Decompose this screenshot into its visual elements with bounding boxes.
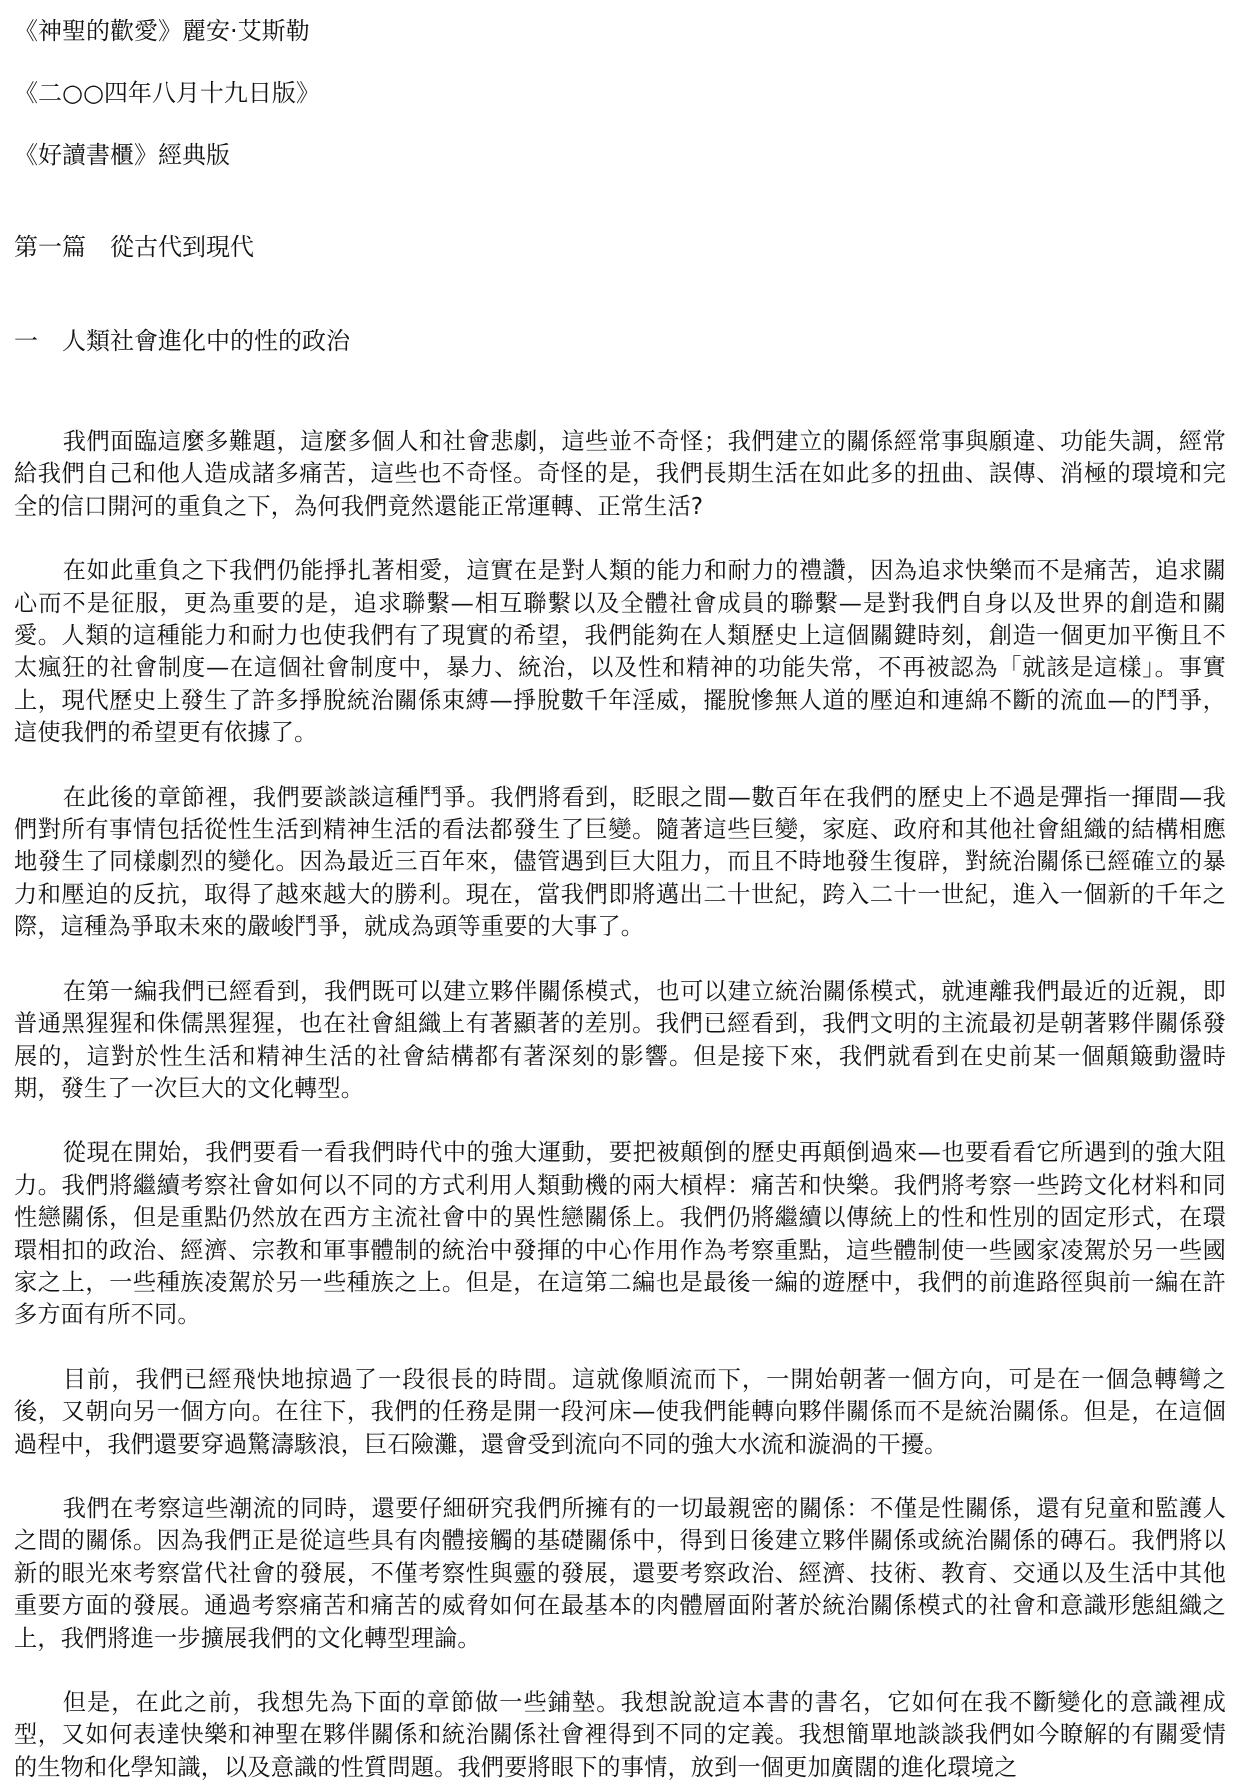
edition-name-line: 《好讀書櫃》經典版 [14,141,230,169]
paragraph-1: 我們面臨這麼多難題，這麼多個人和社會悲劇，這些並不奇怪；我們建立的關係經常事與願違、功能失調，經常給我們自己和他人造成諸多痛苦，這些也不奇怪。奇怪的是，我們長期生活在如此多的扭曲、誤傳、消極的環境和完全的信口開河的重負之下，為何我們竟然還能正常運轉、正常生活? [14,428,1226,520]
paragraph-3: 在此後的章節裡，我們要談談這種鬥爭。我們將看到，眨眼之間—數百年在我們的歷史上不過是彈指一揮間—我們對所有事情包括從性生活到精神生活的看法都發生了巨變。隨著這些巨變，家庭、政府和其他社會組織的結構相應地發生了同樣劇烈的變化。因為最近三百年來，儘管遇到巨大阻力，而且不時地發生復辟，對統治關係已經確立的暴力和壓迫的反抗，取得了越來越大的勝利。現在，當我們即將邁出二十世紀，跨入二十一世紀，進入一個新的千年之際，這種為爭取未來的嚴峻鬥爭，就成為頭等重要的大事了。 [14,783,1226,941]
body-text [14,426,1226,1784]
paragraph-6: 目前，我們已經飛快地掠過了一段很長的時間。這就像順流而下，一開始朝著一個方向，可是在一個急轉彎之後，又朝向另一個方向。在往下，我們的任務是開一段河床—使我們能轉向夥伴關係而不是統治關係。但是，在這個過程中，我們還要穿過驚濤駭浪，巨石險灘，還會受到流向不同的強大水流和漩渦的干擾。 [14,1365,1226,1458]
paragraph-5: 從現在開始，我們要看一看我們時代中的強大運動，要把被顛倒的歷史再顛倒過來—也要看看它所遇到的強大阻力。我們將繼續考察社會如何以不同的方式利用人類動機的兩大槓桿：痛苦和快樂。我們將考察一些跨文化材料和同性戀關係，但是重點仍然放在西方主流社會中的異性戀關係上。我們仍將繼續以傳統上的性和性別的固定形式，在環環相扣的政治、經濟、宗教和軍事體制的統治中發揮的中心作用作為考察重點，這些體制使一些國家凌駕於另一些國家之上，一些種族凌駕於另一些種族之上。但是，在這第二編也是最後一編的遊歷中，我們的前進路徑與前一編在許多方面有所不同。 [14,1139,1226,1329]
edition-date-line: 《二○○四年八月十九日版》 [14,79,320,107]
paragraph-2: 在如此重負之下我們仍能掙扎著相愛，這實在是對人類的能力和耐力的禮讚，因為追求快樂而不是痛苦，追求關心而不是征服，更為重要的是，追求聯繫—相互聯繫以及全體社會成員的聯繫—是對我們自身以及世界的創造和關愛。人類的這種能力和耐力也使我們有了現實的希望，我們能夠在人類歷史上這個關鍵時刻，創造一個更加平衡且不太瘋狂的社會制度—在這個社會制度中，暴力、統治，以及性和精神的功能失常，不再被認為「就該是這樣」。事實上，現代歷史上發生了許多掙脫統治關係束縛—掙脫數千年淫威，擺脫慘無人道的壓迫和連綿不斷的流血—的鬥爭，這使我們的希望更有依據了。 [14,557,1226,747]
chapter-title: 一 人類社會進化中的性的政治 [14,327,350,355]
part-title: 第一篇 從古代到現代 [14,233,254,261]
book-title-line: 《神聖的歡愛》麗安·艾斯勒 [14,17,310,45]
paragraph-4: 在第一編我們已經看到，我們既可以建立夥伴關係模式，也可以建立統治關係模式，就連離我們最近的近親，即普通黑猩猩和侏儒黑猩猩，也在社會組織上有著顯著的差別。我們已經看到，我們文明的主流最初是朝著夥伴關係發展的，這對於性生活和精神生活的社會結構都有著深刻的影響。但是接下來，我們就看到在史前某一個顛簸動盪時期，發生了一次巨大的文化轉型。 [14,977,1226,1102]
paragraph-7: 我們在考察這些潮流的同時，還要仔細研究我們所擁有的一切最親密的關係：不僅是性關係，還有兒童和監護人之間的關係。因為我們正是從這些具有肉體接觸的基礎關係中，得到日後建立夥伴關係或統治關係的磚石。我們將以新的眼光來考察當代社會的發展，不僅考察性與靈的發展，還要考察政治、經濟、技術、教育、交通以及生活中其他重要方面的發展。通過考察痛苦和痛苦的威脅如何在最基本的肉體層面附著於統治關係模式的社會和意識形態組織之上，我們將進一步擴展我們的文化轉型理論。 [14,1494,1226,1652]
paragraph-8: 但是，在此之前，我想先為下面的章節做一些鋪墊。我想說說這本書的書名，它如何在我不斷變化的意識裡成型，又如何表達快樂和神聖在夥伴關係和統治關係社會裡得到不同的定義。我想簡單地談談我們如今瞭解的有關愛情的生物和化學知識，以及意識的性質問題。我們要將眼下的事情，放到一個更加廣闊的進化環境之 [14,1689,1226,1781]
